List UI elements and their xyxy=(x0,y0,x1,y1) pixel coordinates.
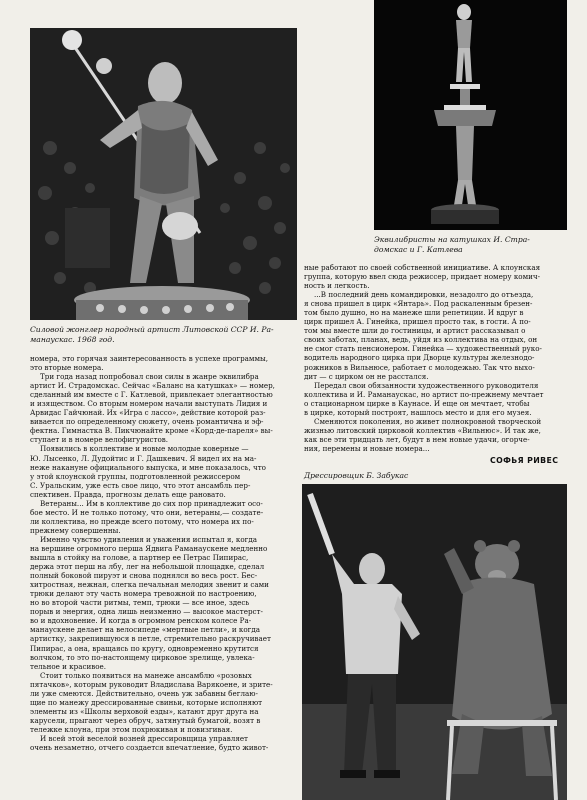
strongman-caption: Силовой жонглер народный артист Литовской ССР И. Ра- манаускас. 1968 год. xyxy=(30,325,274,344)
strongman-photo xyxy=(30,28,297,320)
bear-trainer-caption: Дрессировщик Б. Забукас xyxy=(304,471,409,480)
left-paragraph: Ветераны... Им в коллективе до сих пор принадлежит осо- бое место. И не только потому, что они, ветераны,— создате- ли коллектива, но прежде всего потому, что номера их по- прежнему совершенны. xyxy=(30,498,264,535)
bear-trainer-photo-illustration xyxy=(302,484,567,800)
strongman-photo-illustration xyxy=(30,28,297,320)
left-paragraph: Появились в коллективе и новые молодые коверные — Ю. Лысенко, Л. Дудойтис и Г. Дашкевич. Я видел их на ма- неже накануне официального выпуска, и мне показалось, что у этой клоунской группы, подготовленной режиссером С. Уральским, уже есть свое лицо, что этот ансамбль пер- спективен. Правда, прогнозы делать еще рановато. xyxy=(30,444,266,499)
right-paragraph: Сменяются поколения, но живет полнокровной творческой жизнью литовский цирковой коллектив «Вильнюс». И так же, как все эти тридцать лет, будут в нем новые удачи, огорче- ния, перемены и новые номера... xyxy=(304,416,542,453)
author-signature: СОФЬЯ РИВЕС xyxy=(490,456,559,465)
right-paragraph: Передал свои обязанности художественного руководителя коллектива и И. Раманаускас, но артист по-прежнему мечтает о стационарном цирке в Каунасе. И еще он мечтает, чтобы в цирке, который построят, нашлось место и для его музея. xyxy=(304,380,544,417)
equilibrists-photo xyxy=(374,0,567,230)
left-paragraph: Именно чувство удивления и уважения испытал я, когда на вершине огромного перша Ядвига Раманаускене медленно вышла в стойку на голове, а партнер ее Петрас Пипирас, держа этот перш на лбу, лег на небольшой площадке, сделал полный боковой пируэт и снова поднялся во весь рост. Бес- хитростная, нежная, слегка печальная мелодия звенит и сами трюки делают эту часть номера тревожной по настроению, но во второй части ритмы, темп, трюки — все иное, здесь порыв и энергия, одна лишь неизменно — высокое мастерст- во и вдохновение. И когда в огромном ренском колесе Ра- манаускене делает на велосипеде «мертвые петли», и когда артистку, закрепившуюся в петле, стремительно раскручивает Пипирас, а она, вращаясь по кругу, одновременно крутится волчком, то это по-настоящему цирковое зрелище, увлека- тельное и красивое. xyxy=(30,534,271,671)
left-paragraph: Три года назад попробовал свои силы в жанре эквилибра артист И. Страдомскас. Сейчас «Баланс на катушках» — номер, сделанный им вместе с Г. Катлевой, привлекает элегантностью и изяществом. Со вторым номером начали выступать Лидия и Арвидас Гайчюнай. Их «Игра с лассо», действие которой раз- вивается по определенному сюжету, очень романтична и эф- фектна. Гимнастка В. Пикчюнайте кроме «Корд-де-пареля» вы- ступает и в номере велофигуристов. xyxy=(30,372,275,445)
left-paragraph: номера, это горячая заинтересованность в успехе программы, это вторые номера. xyxy=(30,354,268,373)
left-paragraph: Стоит только появиться на манеже ансамблю «розовых пятачков», которым руководит Владислава Варякоене, и зрите- ли уже смеются. Действительно, очень уж забавны беглаю- щие по манежу дрессированные свиньи, которые исполняют элементы из «Школы верховой езды», катают друг друга на карусели, прыгают через обруч, затянутый бумагой, возят в тележке клоуна, при этом похрюкивая и повизгивая. xyxy=(30,670,273,734)
right-column-text xyxy=(304,263,566,453)
left-paragraph: И всей этой веселой возней дрессировщица управляет очень незаметно, отчего создается впечатление, будто живот- xyxy=(30,733,269,753)
equilibrists-photo-illustration xyxy=(374,0,567,230)
bear-trainer-photo xyxy=(302,484,567,800)
right-paragraph: ...В последний день командировки, незадолго до отъезда, я снова пришел в цирк «Янтарь». Под раскаленным брезен- том было душно, но на манеже шли репетиции. И вдруг в цирк пришел А. Гинейка, пришел просто так, в гости. А по- том мы вместе шли до гостиницы, и артист рассказывал о своих заботах, планах, ведь, уйдя из коллектива на отдых, он не смог стать пенсионером. Гинейка — художественный руко- водитель народного цирка при Дворце культуры железнодо- рожников в Вильнюсе, работает с молодежью. Так что выхо- дит — с цирком он не расстался. xyxy=(304,290,542,381)
equilibrists-caption: Эквилибристы на катушках И. Стра- домскас и Г. Катлева xyxy=(374,235,530,254)
left-column-text xyxy=(30,354,300,752)
right-paragraph: ные работают по своей собственной инициативе. А клоунская группа, которую ввел сюда режиссер, придает номеру комич- ность и легкость. xyxy=(304,263,541,291)
